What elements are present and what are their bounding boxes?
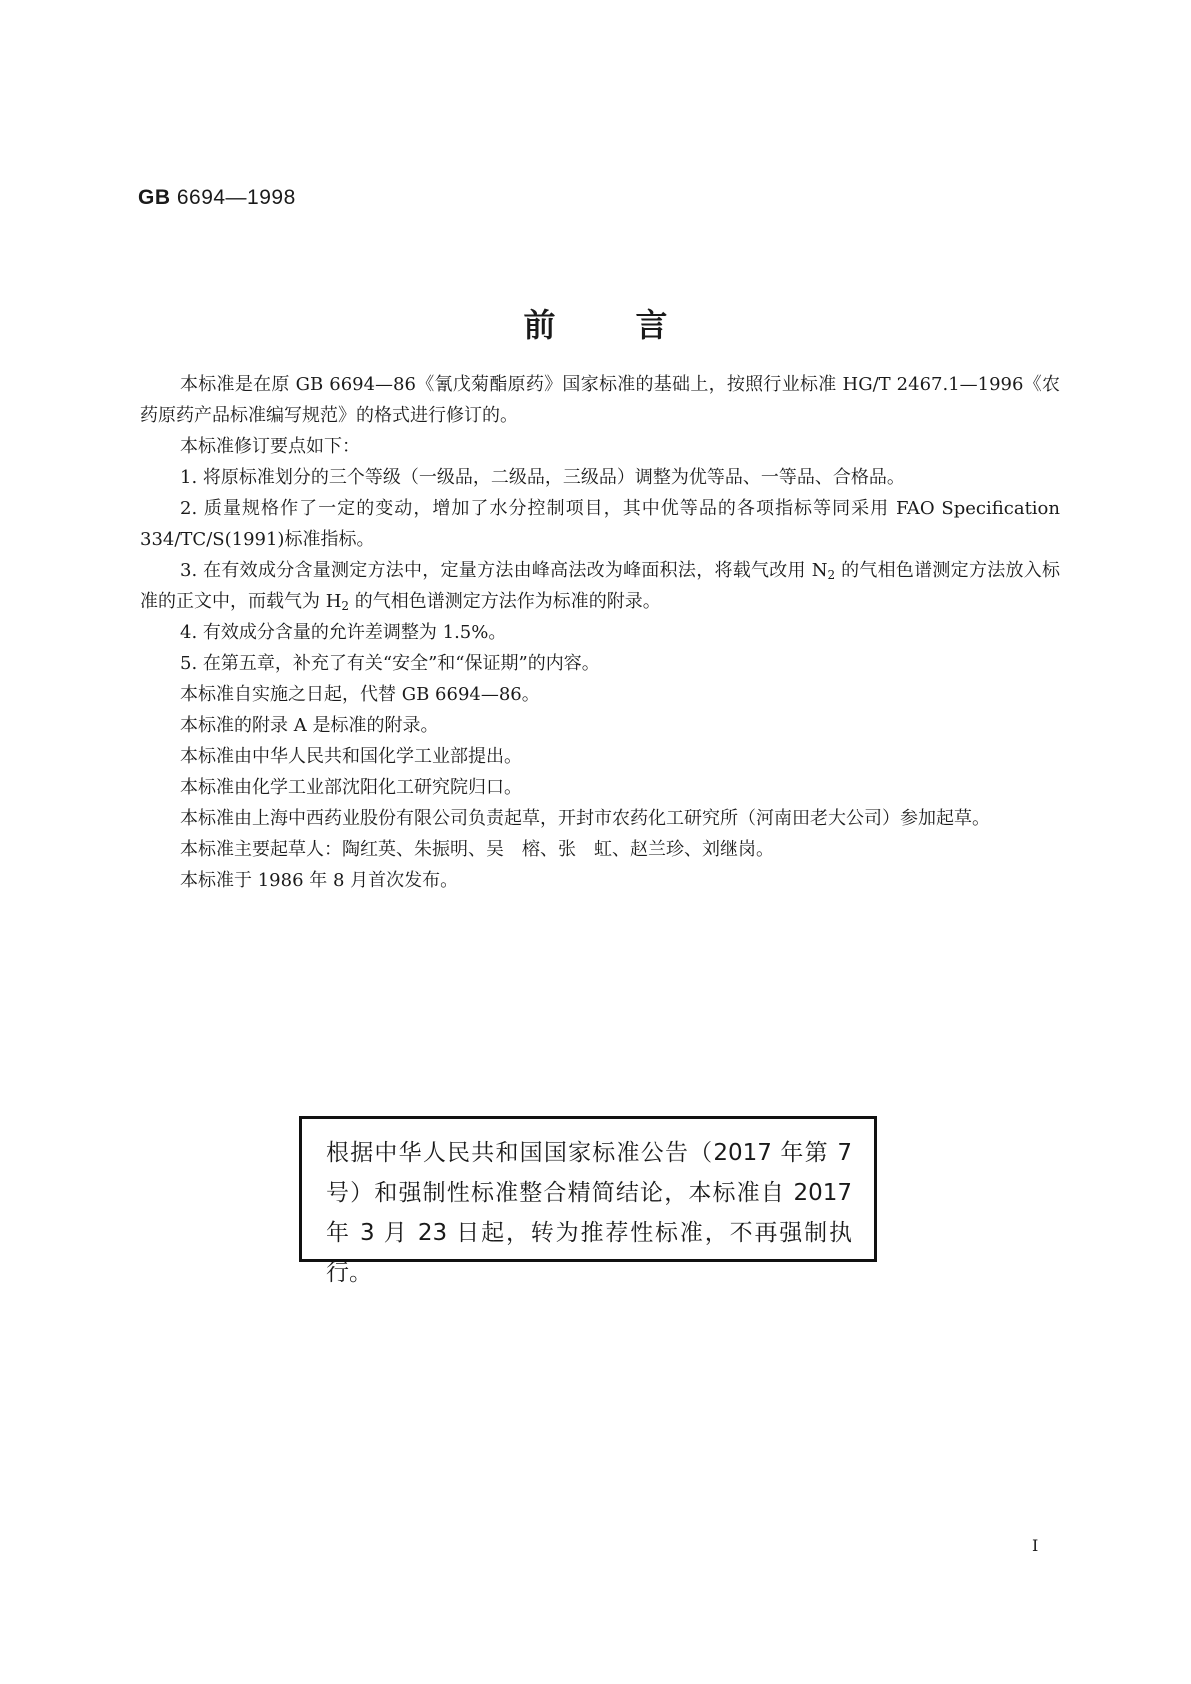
paragraph-point-1: 1. 将原标准划分的三个等级（一级品，二级品，三级品）调整为优等品、一等品、合格品。 [180, 467, 905, 488]
paragraph-point-3-part2: 的气相色谱测定方法放入标准的正文中，而载气为 H [140, 560, 1060, 612]
paragraph-point-2: 2. 质量规格作了一定的变动，增加了水分控制项目，其中优等品的各项指标等同采用 FAO Specification 334/TC/S(1991)标准指标。 [140, 498, 1060, 550]
paragraph-point-3-part1: 3. 在有效成分含量测定方法中，定量方法由峰高法改为峰面积法，将载气改用 N [180, 560, 828, 581]
standard-code [138, 186, 296, 210]
page-number: I [1032, 1536, 1039, 1555]
nitrogen-subscript: 2 [827, 568, 836, 582]
paragraph-revision-basis: 本标准是在原 GB 6694—86《氰戊菊酯原药》国家标准的基础上，按照行业标准 HG/T 2467.1—1996《农药原药产品标准编写规范》的格式进行修订的。 [140, 374, 1060, 426]
paragraph-drafters: 本标准主要起草人：陶红英、朱振明、吴 榕、张 虹、赵兰珍、刘继岗。 [180, 839, 774, 860]
page-title: 前言 [523, 306, 748, 344]
paragraph-drafted-by: 本标准由上海中西药业股份有限公司负责起草，开封市农药化工研究所（河南田老大公司）参加起草。 [180, 808, 990, 829]
paragraph-point-4: 4. 有效成分含量的允许差调整为 1.5%。 [180, 622, 507, 643]
hydrogen-subscript: 2 [341, 599, 350, 613]
paragraph-centralized-by: 本标准由化学工业部沈阳化工研究院归口。 [180, 777, 522, 798]
paragraph-replaces: 本标准自实施之日起，代替 GB 6694—86。 [180, 684, 540, 705]
paragraph-revision-points-intro: 本标准修订要点如下： [180, 436, 360, 457]
standard-code-prefix: GB [138, 186, 171, 209]
paragraph-point-3-part3: 的气相色谱测定方法作为标准的附录。 [349, 591, 661, 612]
foreword-body [140, 369, 1060, 896]
standard-code-number: 6694—1998 [176, 186, 296, 209]
paragraph-proposed-by: 本标准由中华人民共和国化学工业部提出。 [180, 746, 522, 767]
paragraph-first-issued: 本标准于 1986 年 8 月首次发布。 [180, 870, 459, 891]
paragraph-point-3 [140, 555, 1060, 617]
recommended-standard-notice: 根据中华人民共和国国家标准公告（2017 年第 7 号）和强制性标准整合精简结论，本标准自 2017 年 3 月 23 日起，转为推荐性标准，不再强制执行。 [299, 1116, 877, 1262]
paragraph-point-5: 5. 在第五章，补充了有关“安全”和“保证期”的内容。 [180, 653, 600, 674]
paragraph-appendix: 本标准的附录 A 是标准的附录。 [180, 715, 439, 736]
